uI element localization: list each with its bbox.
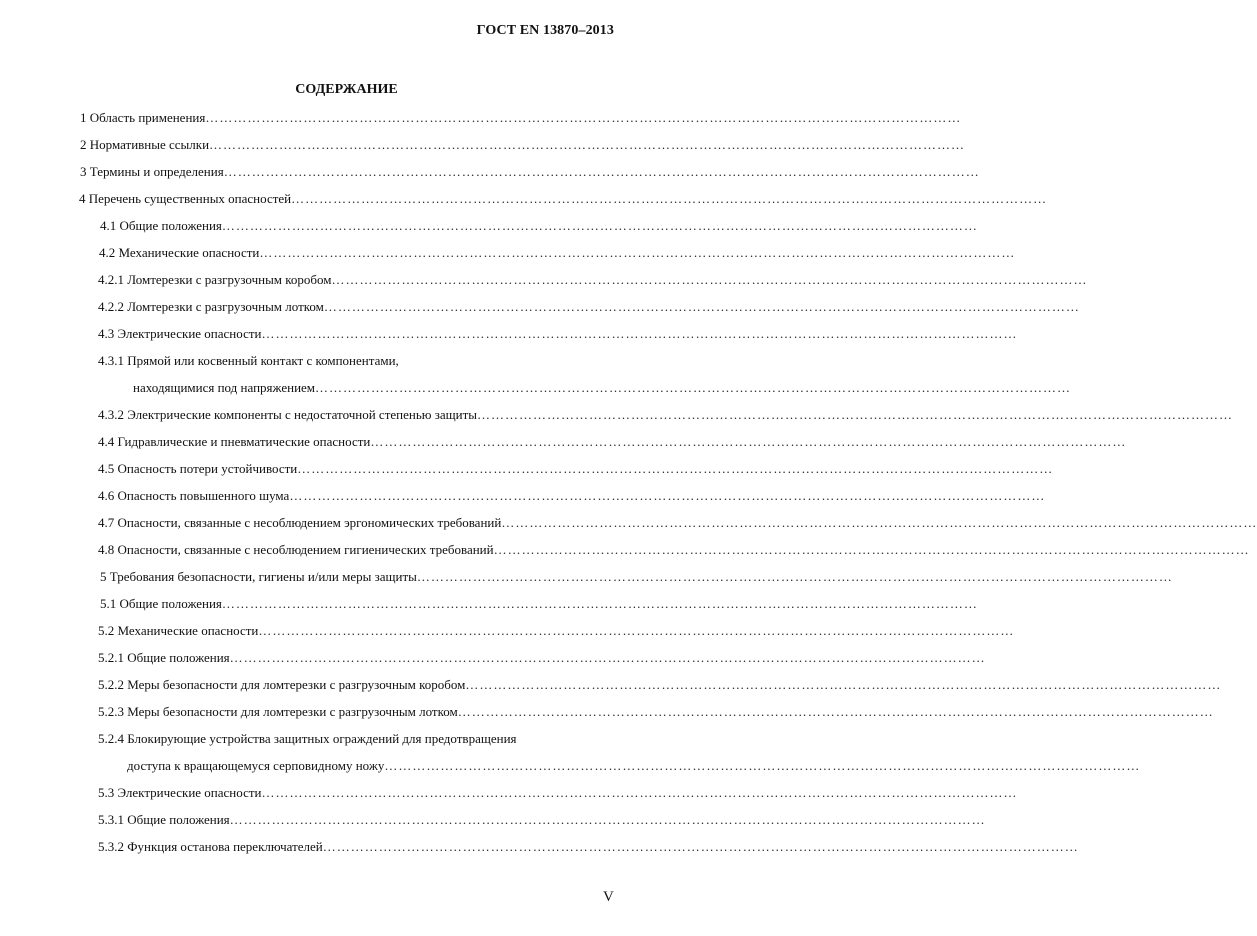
toc-entry: [0, 270, 1088, 297]
toc-entry-label: 5.2.4 Блокирующие устройства защитных ограждений для предотвращения: [98, 731, 517, 746]
toc-entry: [0, 378, 1072, 405]
toc-leader-dots: ………………………………………………………………………………………………………………………………………………: [457, 704, 1214, 719]
toc-entry: [0, 540, 1250, 567]
toc-entry-label: 5.2.3 Меры безопасности для ломтерезки с разгрузочным лотком: [98, 704, 458, 719]
toc-leader-dots: ………………………………………………………………………………………………………………………………………………: [322, 839, 1079, 854]
toc-entry: [0, 216, 978, 243]
toc-entry-label: доступа к вращающемуся серповидному ножу: [127, 758, 385, 773]
toc-entry: [0, 810, 986, 837]
toc-leader-dots: ………………………………………………………………………………………………………………………………………………: [384, 758, 1141, 773]
toc-entry-label: 5 Требования безопасности, гигиены и/или меры защиты: [100, 569, 417, 584]
toc-entry-label: 4.3.2 Электрические компоненты с недостаточной степенью защиты: [98, 407, 478, 422]
toc-entry: [0, 594, 978, 621]
toc-leader-dots: ………………………………………………………………………………………………………………………………………………: [465, 677, 1222, 692]
toc-entry: [0, 702, 1214, 729]
toc-leader-dots: ………………………………………………………………………………………………………………………………………………: [331, 272, 1088, 287]
toc-entry-label: 5.1 Общие положения: [100, 596, 222, 611]
toc-entry-label: 4.3 Электрические опасности: [98, 326, 262, 341]
toc-entry-label: 4.5 Опасность потери устойчивости: [98, 461, 298, 476]
toc-entry: [0, 621, 1015, 648]
toc-leader-dots: ………………………………………………………………………………………………………………………………………………: [501, 515, 1257, 530]
toc-entry: [0, 432, 1127, 459]
table-of-contents: [0, 108, 1257, 864]
toc-leader-dots: ………………………………………………………………………………………………………………………………………………: [259, 245, 1016, 260]
toc-leader-dots: ………………………………………………………………………………………………………………………………………………: [229, 812, 986, 827]
document-header: ГОСТ EN 13870–2013: [476, 23, 614, 38]
toc-entry: [0, 675, 1222, 702]
toc-leader-dots: ………………………………………………………………………………………………………………………………………………: [297, 461, 1054, 476]
toc-leader-dots: ………………………………………………………………………………………………………………………………………………: [209, 137, 966, 152]
toc-entry-label: 4.7 Опасности, связанные с несоблюдением эргономических требований: [98, 515, 502, 530]
toc-entry-label: 5.3.2 Функция останова переключателей: [98, 839, 323, 854]
toc-entry-label: 5.2.2 Меры безопасности для ломтерезки с разгрузочным коробом: [98, 677, 466, 692]
toc-entry-label: 1 Область применения: [80, 110, 206, 125]
toc-entry-label: 5.2.1 Общие положения: [98, 650, 230, 665]
toc-leader-dots: ………………………………………………………………………………………………………………………………………………: [493, 542, 1250, 557]
toc-entry-label: 3 Термины и определения: [80, 164, 224, 179]
toc-leader-dots: ………………………………………………………………………………………………………………………………………………: [315, 380, 1072, 395]
toc-entry-label: находящимися под напряжением: [133, 380, 316, 395]
toc-leader-dots: ………………………………………………………………………………………………………………………………………………: [289, 488, 1046, 503]
toc-entry: [0, 783, 1018, 810]
toc-entry-label: 4.4 Гидравлические и пневматические опасности: [98, 434, 371, 449]
toc-leader-dots: ………………………………………………………………………………………………………………………………………………: [223, 164, 980, 179]
toc-leader-dots: ………………………………………………………………………………………………………………………………………………: [416, 569, 1173, 584]
toc-entry-label: 4.2 Механические опасности: [99, 245, 260, 260]
toc-entry-label: 4.3.1 Прямой или косвенный контакт с компонентами,: [98, 353, 399, 368]
toc-entry-label: 4.8 Опасности, связанные с несоблюдением гигиенических требований: [98, 542, 494, 557]
toc-entry-label: 2 Нормативные ссылки: [80, 137, 210, 152]
toc-entry: [0, 837, 1079, 864]
toc-entry-label: 5.2 Механические опасности: [98, 623, 259, 638]
toc-entry: [0, 324, 1018, 351]
toc-entry: [0, 486, 1046, 513]
toc-entry: [0, 162, 980, 189]
toc-entry-label: 4.1 Общие положения: [100, 218, 222, 233]
toc-entry-label: 5.3 Электрические опасности: [98, 785, 262, 800]
toc-entry-label: 4 Перечень существенных опасностей: [79, 191, 292, 206]
toc-leader-dots: ………………………………………………………………………………………………………………………………………………: [477, 407, 1234, 422]
toc-entry: [0, 513, 1257, 540]
toc-entry-label: 4.2.2 Ломтерезки с разгрузочным лотком: [98, 299, 324, 314]
toc-entry: [0, 243, 1016, 270]
toc-leader-dots: ………………………………………………………………………………………………………………………………………………: [261, 326, 1018, 341]
toc-leader-dots: ………………………………………………………………………………………………………………………………………………: [370, 434, 1127, 449]
toc-entry-label: 4.6 Опасность повышенного шума: [98, 488, 290, 503]
toc-leader-dots: ………………………………………………………………………………………………………………………………………………: [258, 623, 1015, 638]
page-title: СОДЕРЖАНИЕ: [295, 82, 398, 97]
toc-entry: [0, 405, 1234, 432]
toc-entry: [0, 648, 986, 675]
toc-entry: [0, 756, 1141, 783]
page-number: V: [603, 889, 614, 905]
toc-entry: [0, 135, 966, 162]
toc-entry: [0, 108, 962, 135]
toc-leader-dots: ………………………………………………………………………………………………………………………………………………: [221, 218, 978, 233]
toc-entry: [0, 189, 1048, 216]
toc-entry: [0, 351, 598, 378]
toc-leader-dots: ………………………………………………………………………………………………………………………………………………: [221, 596, 978, 611]
toc-leader-dots: ………………………………………………………………………………………………………………………………………………: [205, 110, 962, 125]
toc-entry-label: 5.3.1 Общие положения: [98, 812, 230, 827]
toc-leader-dots: ………………………………………………………………………………………………………………………………………………: [323, 299, 1080, 314]
toc-leader-dots: ………………………………………………………………………………………………………………………………………………: [291, 191, 1048, 206]
toc-entry: [0, 297, 1080, 324]
toc-entry: [0, 567, 1173, 594]
toc-leader-dots: ………………………………………………………………………………………………………………………………………………: [229, 650, 986, 665]
toc-leader-dots: ………………………………………………………………………………………………………………………………………………: [261, 785, 1018, 800]
toc-entry: [0, 459, 1054, 486]
toc-entry: [0, 729, 603, 756]
toc-entry-label: 4.2.1 Ломтерезки с разгрузочным коробом: [98, 272, 332, 287]
